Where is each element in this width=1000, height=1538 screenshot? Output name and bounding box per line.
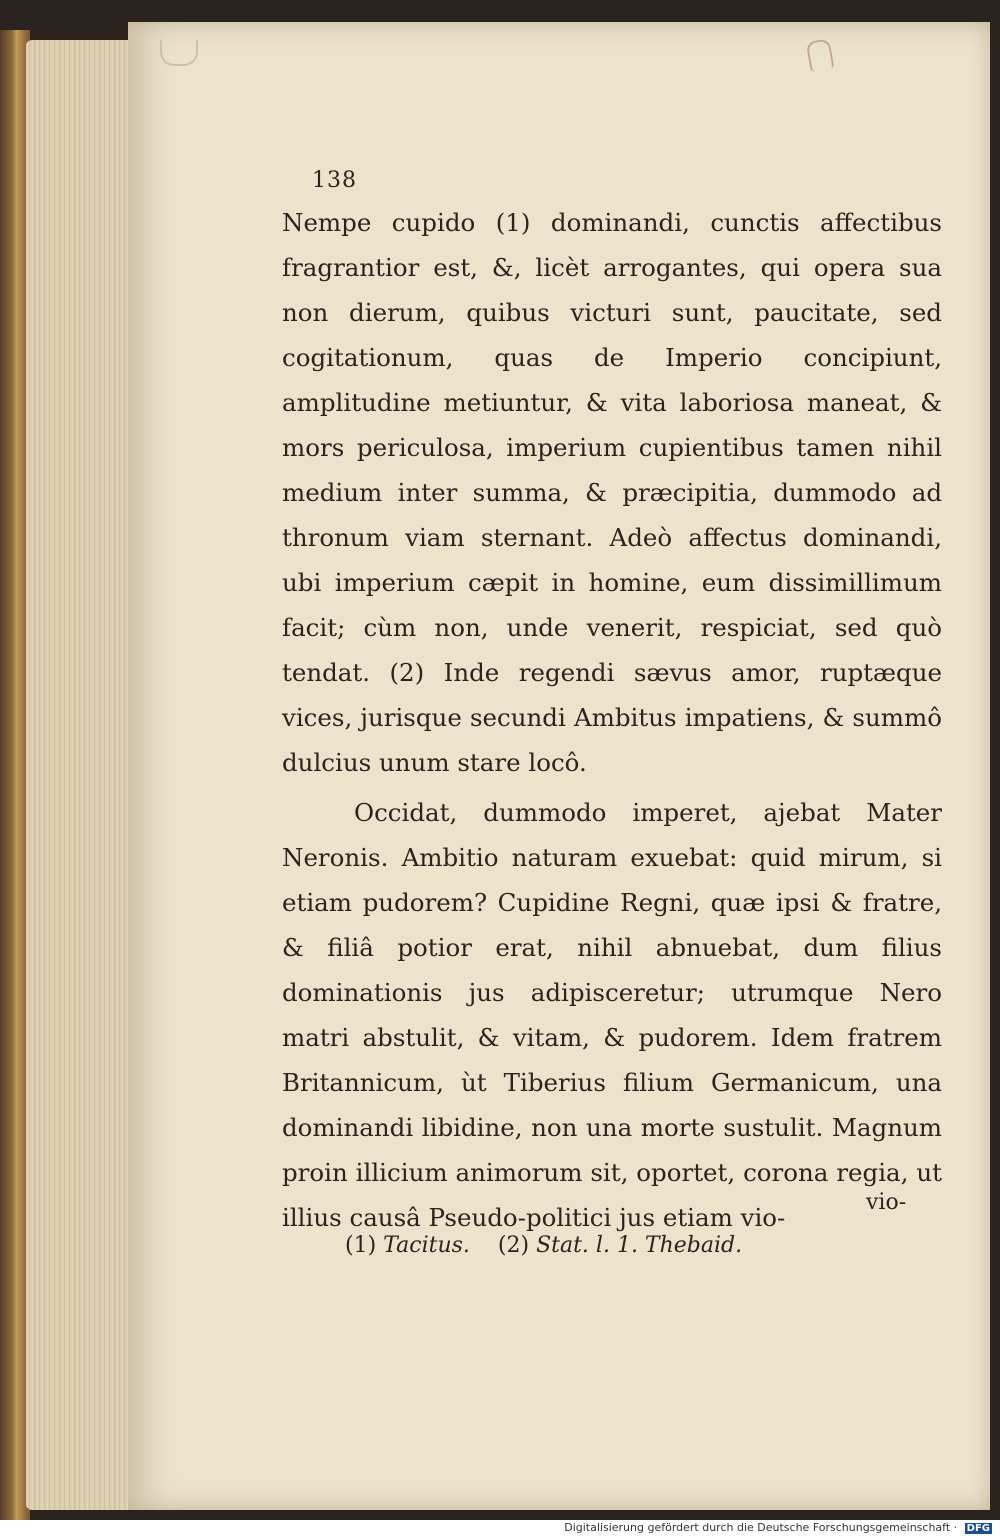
- footnote-2-number: (2): [497, 1233, 530, 1258]
- page-tab-mark: [160, 40, 198, 66]
- footnote-2-reference: Stat. l. 1. Thebaid.: [536, 1233, 743, 1258]
- paragraph-1: Nempe cupido (1) dominandi, cunctis affectibus fragrantior est, &, licèt arrogantes, qui opera sua non dierum, quibus victuri sunt, paucitate, sed cogitationum, quas de Imperio concipiunt, amplitudine metiuntur, & vita laboriosa maneat, & mors periculosa, imperium cupientibus tamen nihil medium inter summa, & præcipitia, dummodo ad thronum viam sternant. Adeò affectus dominandi, ubi imperium cæpit in homine, eum dissimillimum facit; cùm non, unde venerit, respiciat, sed quò tendat. (2) Inde regendi sævus amor, ruptæque vices, jurisque secundi Ambitus impatiens, & summô dulcius unum stare locô.: [282, 208, 942, 777]
- page-body: [282, 200, 942, 1240]
- funding-notice: [564, 1521, 992, 1534]
- catchword: vio-: [866, 1190, 907, 1215]
- footnotes: [345, 1233, 742, 1258]
- paragraph-2: Occidat, dummodo imperet, ajebat Mater Neronis. Ambitio naturam exuebat: quid mirum, si etiam pudorem? Cupidine Regni, quæ ipsi & fratre, & filiâ potior erat, nihil abnuebat, dum filius dominationis jus adipisceretur; utrumque Nero matri abstulit, & vitam, & pudorem. Idem fratrem Britannicum, ùt Tiberius filium Germanicum, una dominandi libidine, non una morte sustulit. Magnum proin illicium animorum sit, oportet, corona regia, ut illius causâ Pseudo-politici jus etiam vio-: [282, 798, 942, 1232]
- dfg-logo-icon: DFG: [966, 1523, 990, 1534]
- page-number: 138: [312, 168, 357, 193]
- footnote-1-number: (1): [345, 1233, 377, 1258]
- page-edges: [26, 40, 136, 1510]
- footnote-1-reference: Tacitus.: [383, 1233, 470, 1258]
- funding-text: Digitalisierung gefördert durch die Deutsche Forschungsgemeinschaft ·: [564, 1521, 958, 1534]
